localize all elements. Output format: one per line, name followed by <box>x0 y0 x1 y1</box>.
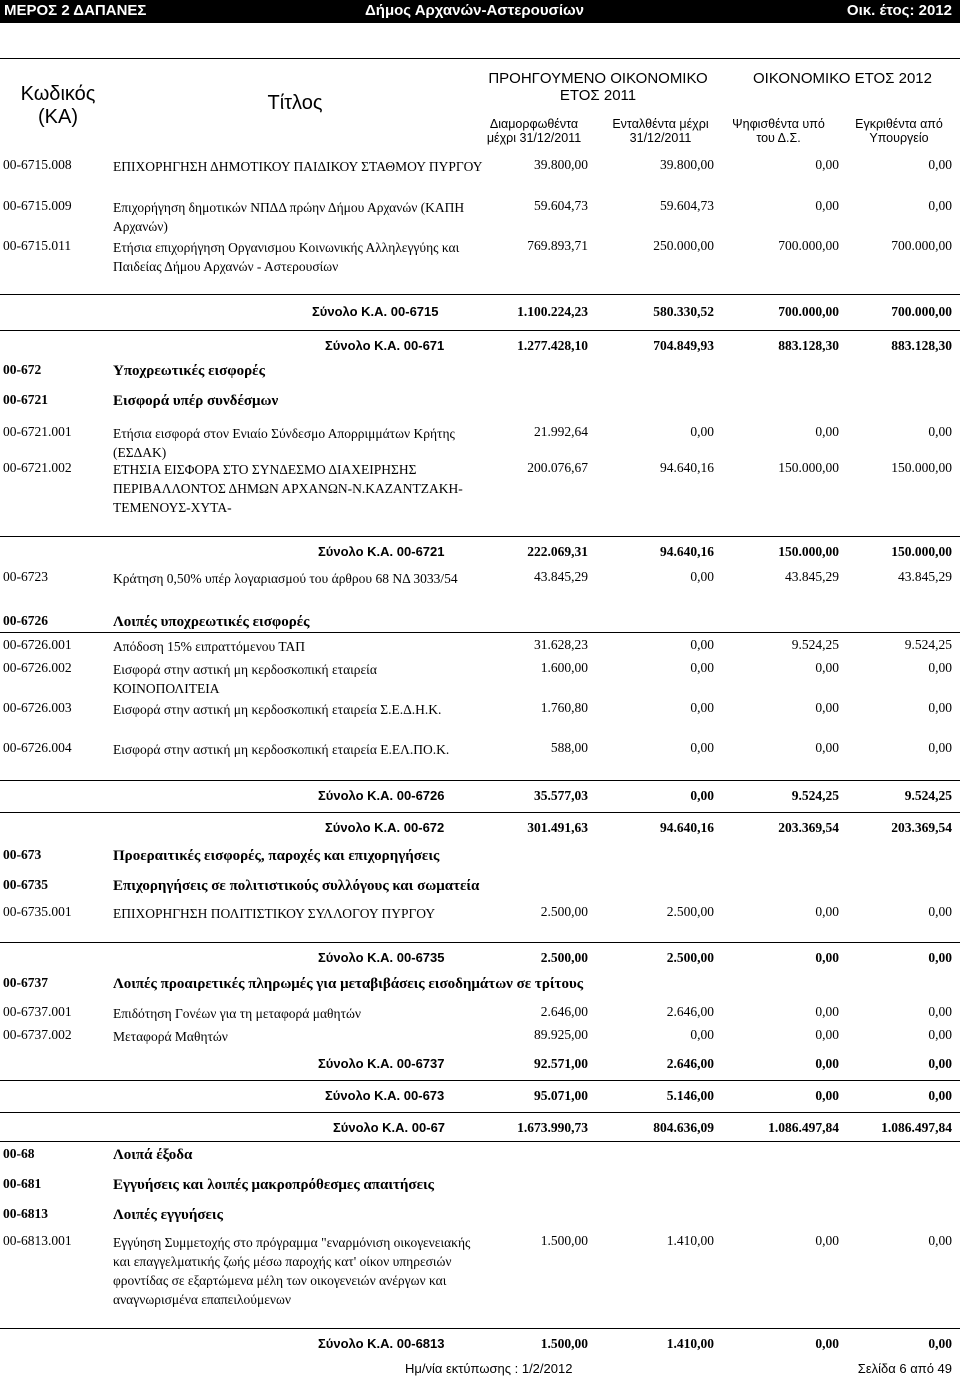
row-code: 00-673 <box>3 847 42 862</box>
row-code: 00-6721 <box>3 392 48 407</box>
amount-c2: 0,00 <box>690 424 714 439</box>
row-code: 00-6726.002 <box>3 660 72 675</box>
amount-c4: 0,00 <box>928 700 952 715</box>
amount-c4: 43.845,29 <box>898 569 952 584</box>
col-voted-header: Ψηφισθέντα υπό του Δ.Σ. <box>732 117 825 146</box>
row-code: 00-6715.008 <box>3 157 72 172</box>
amount-c3: 0,00 <box>815 700 839 715</box>
top-bar <box>0 0 960 23</box>
amount-c1: 59.604,73 <box>534 198 588 213</box>
amount-c1: 2.646,00 <box>540 1004 588 1019</box>
amount-c2: 94.640,16 <box>660 544 714 559</box>
row-code: 00-6715.011 <box>3 238 72 253</box>
amount-c3: 700.000,00 <box>778 238 839 253</box>
amount-c1: 95.071,00 <box>534 1088 588 1103</box>
total-label: Σύνολο Κ.Α. 00-671 <box>325 338 445 353</box>
amount-c4: 0,00 <box>928 424 952 439</box>
amount-c1: 1.760,80 <box>540 700 588 715</box>
amount-c2: 2.646,00 <box>666 1056 714 1071</box>
amount-c3: 0,00 <box>815 1233 839 1248</box>
total-label: Σύνολο Κ.Α. 00-67 <box>333 1120 446 1135</box>
divider-line <box>0 536 960 537</box>
row-title: Ετήσια εισφορά στον Ενιαίο Σύνδεσμο Απορριμμάτων Κρήτης (ΕΣΔΑΚ) <box>113 426 455 460</box>
row-title: Προεραιτικές εισφορές, παροχές και επιχορηγήσεις <box>113 848 440 864</box>
total-label: Σύνολο Κ.Α. 00-6737 <box>318 1056 445 1071</box>
amount-c4: 883.128,30 <box>891 338 952 353</box>
amount-c4: 0,00 <box>928 1027 952 1042</box>
total-label: Σύνολο Κ.Α. 00-6813 <box>318 1336 445 1351</box>
amount-c3: 150.000,00 <box>778 460 839 475</box>
amount-c3: 883.128,30 <box>778 338 839 353</box>
divider-line <box>0 1141 960 1142</box>
divider-line <box>0 58 960 59</box>
amount-c3: 203.369,54 <box>778 820 839 835</box>
row-code: 00-6813 <box>3 1206 48 1221</box>
row-title: Λοιπές προαιρετικές πληρωμές για μεταβιβάσεις εισοδημάτων σε τρίτους <box>113 976 584 992</box>
amount-c3: 150.000,00 <box>778 544 839 559</box>
row-code: 00-672 <box>3 362 42 377</box>
row-code: 00-6726.001 <box>3 637 72 652</box>
total-label: Σύνολο Κ.Α. 00-6715 <box>312 304 439 319</box>
row-title: Ετήσια επιχορήγηση Οργανισμου Κοινωνικής Αλληλεγγύης και Παιδείας Δήμου Αρχανών - Αστερουσίων <box>113 240 460 274</box>
amount-c1: 301.491,63 <box>527 820 588 835</box>
row-code: 00-6721.002 <box>3 460 72 475</box>
amount-c1: 200.076,67 <box>527 460 588 475</box>
amount-c1: 39.800,00 <box>534 157 588 172</box>
page-number: Σελίδα 6 από 49 <box>857 1361 952 1376</box>
amount-c2: 39.800,00 <box>660 157 714 172</box>
amount-c3: 700.000,00 <box>778 304 839 319</box>
amount-c3: 43.845,29 <box>785 569 839 584</box>
amount-c2: 0,00 <box>690 569 714 584</box>
divider-line <box>0 632 960 633</box>
amount-c4: 0,00 <box>928 740 952 755</box>
row-title: Εισφορά στην αστική μη κερδοσκοπική εταιρεία Ε.ΕΛ.ΠΟ.Κ. <box>113 742 450 757</box>
amount-c2: 1.410,00 <box>666 1336 714 1351</box>
row-code: 00-6735 <box>3 877 48 892</box>
row-code: 00-6726.004 <box>3 740 72 755</box>
amount-c2: 0,00 <box>690 1027 714 1042</box>
amount-c3: 0,00 <box>815 1088 839 1103</box>
amount-c3: 9.524,25 <box>791 788 839 803</box>
amount-c2: 250.000,00 <box>653 238 714 253</box>
amount-c4: 9.524,25 <box>904 788 952 803</box>
divider-line <box>0 330 960 331</box>
title-header: Τίτλος <box>267 92 323 114</box>
divider-line <box>0 812 960 813</box>
col-formed-header: Διαμορφωθέντα μέχρι 31/12/2011 <box>486 117 582 146</box>
amount-c4: 0,00 <box>928 1056 952 1071</box>
amount-c2: 5.146,00 <box>666 1088 714 1103</box>
col-approved-header: Εγκριθέντα από Υπουργείο <box>855 117 943 146</box>
amount-c1: 92.571,00 <box>534 1056 588 1071</box>
amount-c4: 203.369,54 <box>891 820 952 835</box>
row-title: Επιχορηγήσεις σε πολιτιστικούς συλλόγους και σωματεία <box>113 878 480 894</box>
amount-c3: 9.524,25 <box>791 637 839 652</box>
amount-c3: 0,00 <box>815 1004 839 1019</box>
row-code: 00-681 <box>3 1176 42 1191</box>
amount-c3: 0,00 <box>815 198 839 213</box>
row-title: Λοιπά έξοδα <box>113 1147 193 1163</box>
amount-c1: 1.277.428,10 <box>517 338 588 353</box>
amount-c1: 1.100.224,23 <box>517 304 588 319</box>
amount-c2: 1.410,00 <box>666 1233 714 1248</box>
amount-c4: 0,00 <box>928 198 952 213</box>
row-code: 00-6813.001 <box>3 1233 72 1248</box>
amount-c4: 0,00 <box>928 157 952 172</box>
print-date: Ημ/νία εκτύπωσης : 1/2/2012 <box>405 1361 573 1376</box>
amount-c1: 1.500,00 <box>540 1233 588 1248</box>
row-title: Επιχορήγηση δημοτικών ΝΠΔΔ πρώην Δήμου Αρχανών (ΚΑΠΗ Αρχανών) <box>113 200 465 234</box>
row-code: 00-6723 <box>3 569 48 584</box>
amount-c2: 0,00 <box>690 660 714 675</box>
row-title: Εγγυήσεις και λοιπές μακροπρόθεσμες απαιτήσεις <box>113 1177 434 1193</box>
amount-c3: 0,00 <box>815 157 839 172</box>
total-label: Σύνολο Κ.Α. 00-672 <box>325 820 445 835</box>
amount-c4: 0,00 <box>928 950 952 965</box>
amount-c2: 0,00 <box>690 700 714 715</box>
divider-line <box>0 1080 960 1081</box>
divider-line <box>0 1328 960 1329</box>
amount-c3: 0,00 <box>815 740 839 755</box>
total-label: Σύνολο Κ.Α. 00-6735 <box>318 950 445 965</box>
row-title: ΕΠΙΧΟΡΗΓΗΣΗ ΔΗΜΟΤΙΚΟΥ ΠΑΙΔΙΚΟΥ ΣΤΑΘΜΟΥ ΠΥΡΓΟΥ <box>113 159 483 174</box>
col-ordered-header: Ενταλθέντα μέχρι 31/12/2011 <box>612 117 709 146</box>
amount-c4: 0,00 <box>928 1336 952 1351</box>
amount-c3: 0,00 <box>815 424 839 439</box>
amount-c1: 2.500,00 <box>540 950 588 965</box>
amount-c2: 704.849,93 <box>653 338 714 353</box>
divider-line <box>0 294 960 295</box>
row-title: Εισφορά υπέρ συνδέσμων <box>113 393 279 409</box>
amount-c4: 9.524,25 <box>904 637 952 652</box>
amount-c2: 2.646,00 <box>666 1004 714 1019</box>
row-code: 00-68 <box>3 1146 35 1161</box>
current-year-header: ΟΙΚΟΝΟΜΙΚΟ ΕΤΟΣ 2012 <box>753 70 932 87</box>
amount-c1: 1.500,00 <box>540 1336 588 1351</box>
amount-c2: 0,00 <box>690 740 714 755</box>
total-label: Σύνολο Κ.Α. 00-673 <box>325 1088 445 1103</box>
amount-c2: 2.500,00 <box>666 904 714 919</box>
row-code: 00-6726 <box>3 613 48 628</box>
row-title: Μεταφορά Μαθητών <box>113 1029 228 1044</box>
amount-c1: 43.845,29 <box>534 569 588 584</box>
amount-c1: 21.992,64 <box>534 424 588 439</box>
amount-c3: 1.086.497,84 <box>768 1120 839 1135</box>
fiscal-year: Οικ. έτος: 2012 <box>846 2 952 19</box>
amount-c2: 94.640,16 <box>660 820 714 835</box>
divider-line <box>0 1112 960 1113</box>
amount-c4: 0,00 <box>928 904 952 919</box>
prev-year-header: ΠΡΟΗΓΟΥΜΕΝΟ ΟΙΚΟΝΟΜΙΚΟ ΕΤΟΣ 2011 <box>488 70 708 105</box>
amount-c1: 1.600,00 <box>540 660 588 675</box>
amount-c1: 31.628,23 <box>534 637 588 652</box>
amount-c2: 580.330,52 <box>653 304 714 319</box>
amount-c4: 700.000,00 <box>891 238 952 253</box>
row-code: 00-6735.001 <box>3 904 72 919</box>
row-title: Επιδότηση Γονέων για τη μεταφορά μαθητών <box>113 1006 361 1021</box>
amount-c4: 0,00 <box>928 1088 952 1103</box>
amount-c4: 0,00 <box>928 660 952 675</box>
amount-c3: 0,00 <box>815 660 839 675</box>
amount-c1: 35.577,03 <box>534 788 588 803</box>
amount-c1: 2.500,00 <box>540 904 588 919</box>
row-title: Κράτηση 0,50% υπέρ λογαριασμού του άρθρου 68 ΝΔ 3033/54 <box>113 571 458 586</box>
amount-c3: 0,00 <box>815 1336 839 1351</box>
amount-c3: 0,00 <box>815 1056 839 1071</box>
amount-c1: 1.673.990,73 <box>517 1120 588 1135</box>
amount-c2: 0,00 <box>690 788 714 803</box>
row-title: Λοιπές εγγυήσεις <box>113 1207 223 1223</box>
amount-c2: 0,00 <box>690 637 714 652</box>
amount-c4: 150.000,00 <box>891 544 952 559</box>
amount-c3: 0,00 <box>815 1027 839 1042</box>
total-label: Σύνολο Κ.Α. 00-6721 <box>318 544 445 559</box>
amount-c1: 588,00 <box>550 740 588 755</box>
row-title: Εισφορά στην αστική μη κερδοσκοπική εταιρεία ΚΟΙΝΟΠΟΛΙΤΕΙΑ <box>113 662 377 696</box>
municipality-name: Δήμος Αρχανών-Αστερουσίων <box>365 2 584 19</box>
amount-c4: 1.086.497,84 <box>881 1120 952 1135</box>
row-title: Εγγύηση Συμμετοχής στο πρόγραμμα "εναρμόνιση οικογενειακής και επαγγελματικής ζωής μέσω παροχής κατ' οίκον υπηρεσιών φροντίδας σε εξαρτώμενα μέλη των οικογενειών ανέργων και αναγνωρισμένα επαπειλούμενων <box>113 1235 471 1307</box>
amount-c2: 2.500,00 <box>666 950 714 965</box>
row-code: 00-6721.001 <box>3 424 72 439</box>
divider-line <box>0 780 960 781</box>
row-title: ΕΠΙΧΟΡΗΓΗΣΗ ΠΟΛΙΤΙΣΤΙΚΟΥ ΣΥΛΛΟΓΟΥ ΠΥΡΓΟΥ <box>113 906 436 921</box>
total-label: Σύνολο Κ.Α. 00-6726 <box>318 788 445 803</box>
amount-c4: 700.000,00 <box>891 304 952 319</box>
amount-c1: 222.069,31 <box>527 544 588 559</box>
amount-c4: 150.000,00 <box>891 460 952 475</box>
amount-c1: 89.925,00 <box>534 1027 588 1042</box>
row-code: 00-6737 <box>3 975 48 990</box>
amount-c3: 0,00 <box>815 950 839 965</box>
row-title: Εισφορά στην αστική μη κερδοσκοπική εταιρεία Σ.Ε.Δ.Η.Κ. <box>113 702 442 717</box>
row-title: Υποχρεωτικές εισφορές <box>113 363 265 379</box>
row-title: Απόδοση 15% ειπραττόμενου ΤΑΠ <box>113 639 306 654</box>
row-title: Λοιπές υποχρεωτικές εισφορές <box>113 614 310 630</box>
amount-c2: 59.604,73 <box>660 198 714 213</box>
divider-line <box>0 942 960 943</box>
code-header: Κωδικός (ΚΑ) <box>20 83 96 128</box>
row-code: 00-6737.002 <box>3 1027 72 1042</box>
row-code: 00-6715.009 <box>3 198 72 213</box>
row-code: 00-6737.001 <box>3 1004 72 1019</box>
amount-c2: 804.636,09 <box>653 1120 714 1135</box>
row-title: ΕΤΗΣΙΑ ΕΙΣΦΟΡΑ ΣΤΟ ΣΥΝΔΕΣΜΟ ΔΙΑΧΕΙΡΗΣΗΣ ΠΕΡΙΒΑΛΛΟΝΤΟΣ ΔΗΜΩΝ ΑΡΧΑΝΩΝ-Ν.ΚΑΖΑΝΤΖΑΚΗ-ΤΕΜΕΝΟΥΣ-ΧΥΤΑ- <box>113 462 463 515</box>
amount-c4: 0,00 <box>928 1233 952 1248</box>
amount-c1: 769.893,71 <box>527 238 588 253</box>
amount-c2: 94.640,16 <box>660 460 714 475</box>
row-code: 00-6726.003 <box>3 700 72 715</box>
amount-c3: 0,00 <box>815 904 839 919</box>
amount-c4: 0,00 <box>928 1004 952 1019</box>
part-label: ΜΕΡΟΣ 2 ΔΑΠΑΝΕΣ <box>4 2 147 19</box>
